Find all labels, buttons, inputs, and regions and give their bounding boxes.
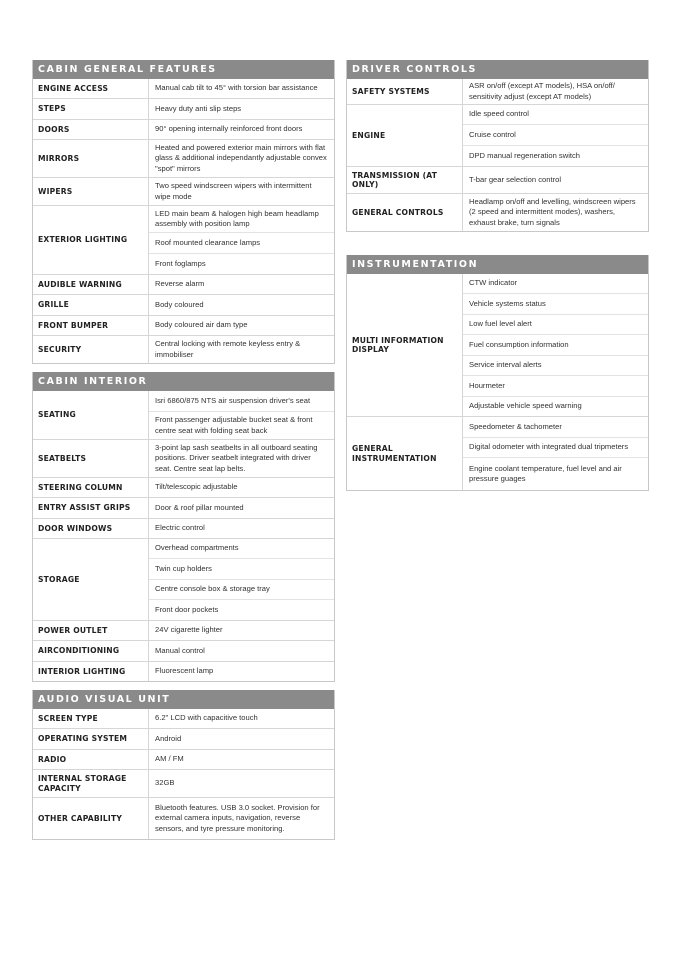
spec-value: Bluetooth features. USB 3.0 socket. Provision for external camera inputs, navigation, reverse sensors, and tyre pressure monitoring. — [155, 803, 320, 833]
spec-label: GRILLE — [33, 295, 149, 315]
spec-value: Electric control — [155, 523, 205, 533]
spec-values — [149, 770, 334, 797]
spec-label: SAFETY SYSTEMS — [347, 79, 463, 104]
spec-values — [149, 391, 334, 439]
spec-row — [33, 205, 334, 274]
spec-label: AIRCONDITIONING — [33, 641, 149, 661]
spec-value: Isri 6860/875 NTS air suspension driver's seat — [155, 395, 311, 405]
spec-value: AM / FM — [155, 754, 184, 764]
spec-row — [33, 98, 334, 119]
spec-value: DPD manual regeneration switch — [463, 145, 648, 166]
spec-value: Front passenger adjustable bucket seat & front centre seat with folding seat back — [149, 411, 334, 439]
spec-row — [33, 518, 334, 538]
spec-label: TRANSMISSION (AT ONLY) — [347, 167, 463, 193]
section-title: DRIVER CONTROLS — [347, 60, 648, 79]
section-title: AUDIO VISUAL UNIT — [33, 690, 334, 709]
section-cabin-interior — [32, 372, 335, 682]
spec-value: Body coloured — [155, 299, 204, 309]
spec-value: Heated and powered exterior main mirrors with flat glass & additional independantly adjustable convex "spot" mirrors — [155, 143, 327, 173]
spec-row — [33, 620, 334, 640]
spec-value: Idle speed control — [469, 109, 529, 119]
spec-value: CTW indicator — [469, 278, 518, 288]
spec-row — [33, 315, 334, 335]
spec-label: SEATBELTS — [33, 440, 149, 477]
spec-value: Door & roof pillar mounted — [155, 502, 244, 512]
spec-values — [463, 194, 648, 231]
spec-row — [33, 497, 334, 518]
spec-value: Hourmeter — [463, 375, 648, 396]
spec-value: Speedometer & tachometer — [469, 421, 562, 431]
spec-label: ENTRY ASSIST GRIPS — [33, 498, 149, 518]
section-audio-visual — [32, 690, 335, 840]
spec-label: RADIO — [33, 750, 149, 769]
spec-value: Front door pockets — [149, 599, 334, 620]
spec-value: Engine coolant temperature, fuel level and air pressure guages — [463, 457, 648, 490]
spec-label: FRONT BUMPER — [33, 316, 149, 335]
spec-label: GENERAL CONTROLS — [347, 194, 463, 231]
spec-values — [149, 539, 334, 620]
spec-value: 32GB — [155, 778, 175, 788]
spec-value: T-bar gear selection control — [469, 174, 562, 184]
section-title: INSTRUMENTATION — [347, 255, 648, 274]
spec-label: OPERATING SYSTEM — [33, 729, 149, 749]
spec-value: Tilt/telescopic adjustable — [155, 482, 238, 492]
spec-row — [33, 391, 334, 439]
spec-values — [149, 519, 334, 538]
spec-values — [149, 709, 334, 728]
spec-value: Manual control — [155, 645, 205, 655]
spec-values — [149, 120, 334, 139]
spec-label: INTERNAL STORAGE CAPACITY — [33, 770, 149, 797]
spec-row — [33, 728, 334, 749]
spec-values — [149, 498, 334, 518]
spec-label: MIRRORS — [33, 140, 149, 177]
spec-label: STORAGE — [33, 539, 149, 620]
spec-label: STEPS — [33, 99, 149, 119]
spec-value: Manual cab tilt to 45° with torsion bar assistance — [155, 83, 318, 93]
section-title: CABIN INTERIOR — [33, 372, 334, 391]
spec-value: Body coloured air dam type — [155, 320, 248, 330]
spec-value: Fluorescent lamp — [155, 666, 214, 676]
spec-value: Cruise control — [463, 124, 648, 145]
spec-row — [33, 274, 334, 294]
spec-value: Fuel consumption information — [463, 334, 648, 355]
spec-row — [33, 439, 334, 477]
spec-values — [149, 79, 334, 98]
spec-label: OTHER CAPABILITY — [33, 798, 149, 839]
spec-value: Low fuel level alert — [463, 314, 648, 334]
spec-values — [149, 206, 334, 274]
spec-values — [149, 662, 334, 681]
spec-row — [33, 661, 334, 681]
spec-values — [149, 99, 334, 119]
spec-row — [33, 119, 334, 139]
spec-row — [33, 477, 334, 497]
spec-value: Android — [155, 733, 182, 743]
spec-label: SCREEN TYPE — [33, 709, 149, 728]
spec-values — [149, 178, 334, 205]
spec-label: EXTERIOR LIGHTING — [33, 206, 149, 274]
spec-value: 6.2" LCD with capacitive touch — [155, 713, 258, 723]
spec-value: Vehicle systems status — [463, 293, 648, 314]
spec-value: LED main beam & halogen high beam headlamp assembly with position lamp — [155, 208, 319, 228]
spec-values — [463, 167, 648, 193]
spec-row — [347, 416, 648, 490]
spec-value: 24V cigarette lighter — [155, 625, 223, 635]
spec-row — [33, 139, 334, 177]
spec-label: MULTI INFORMATION DISPLAY — [347, 274, 463, 416]
spec-value: Headlamp on/off and levelling, windscreen wipers (2 speed and intermittent modes), washers, exhaust brake, turn signals — [469, 197, 636, 227]
spec-label: WIPERS — [33, 178, 149, 205]
spec-row — [33, 79, 334, 98]
section-driver-controls — [346, 60, 649, 232]
spec-value: Reverse alarm — [155, 279, 205, 289]
spec-values — [149, 641, 334, 661]
spec-values — [149, 275, 334, 294]
section-title: CABIN GENERAL FEATURES — [33, 60, 334, 79]
spec-value: 3-point lap sash seatbelts in all outboard seating positions. Driver seatbelt integrated with driver seat. Centre seat lap belts. — [155, 443, 318, 473]
spec-value: Front foglamps — [149, 253, 334, 274]
spec-values — [149, 440, 334, 477]
spec-row — [33, 538, 334, 620]
spec-label: ENGINE ACCESS — [33, 79, 149, 98]
spec-value: Roof mounted clearance lamps — [149, 232, 334, 253]
spec-row — [33, 709, 334, 728]
spec-row — [347, 104, 648, 166]
spec-value: Heavy duty anti slip steps — [155, 103, 242, 113]
spec-label: GENERAL INSTRUMENTATION — [347, 417, 463, 490]
spec-values — [149, 295, 334, 315]
spec-row — [347, 274, 648, 416]
spec-label: ENGINE — [347, 105, 463, 166]
spec-row — [33, 769, 334, 797]
spec-row — [33, 749, 334, 769]
spec-label: POWER OUTLET — [33, 621, 149, 640]
spec-values — [463, 417, 648, 490]
spec-row — [33, 177, 334, 205]
section-instrumentation — [346, 255, 649, 491]
section-cabin-general — [32, 60, 335, 364]
spec-values — [463, 274, 648, 416]
spec-label: SECURITY — [33, 336, 149, 363]
spec-value: Two speed windscreen wipers with intermittent wipe mode — [155, 181, 312, 201]
spec-value: ASR on/off (except AT models), HSA on/off/ sensitivity adjust (except AT models) — [469, 81, 615, 101]
spec-row — [347, 193, 648, 231]
spec-value: Overhead compartments — [155, 543, 239, 553]
spec-label: SEATING — [33, 391, 149, 439]
spec-values — [149, 336, 334, 363]
spec-row — [33, 797, 334, 839]
spec-value: Service interval alerts — [463, 355, 648, 375]
spec-row — [33, 335, 334, 363]
spec-label: STEERING COLUMN — [33, 478, 149, 497]
spec-row — [33, 294, 334, 315]
spec-values — [149, 750, 334, 769]
spec-values — [463, 105, 648, 166]
spec-value: Central locking with remote keyless entry & immobiliser — [155, 339, 301, 359]
spec-values — [463, 79, 648, 104]
spec-value: Adjustable vehicle speed warning — [463, 396, 648, 416]
spec-values — [149, 140, 334, 177]
spec-row — [347, 79, 648, 104]
spec-label: INTERIOR LIGHTING — [33, 662, 149, 681]
spec-label: DOOR WINDOWS — [33, 519, 149, 538]
spec-values — [149, 729, 334, 749]
spec-values — [149, 621, 334, 640]
spec-label: AUDIBLE WARNING — [33, 275, 149, 294]
spec-value: Twin cup holders — [149, 558, 334, 579]
spec-row — [33, 640, 334, 661]
spec-values — [149, 478, 334, 497]
spec-label: DOORS — [33, 120, 149, 139]
spec-values — [149, 316, 334, 335]
spec-value: Digital odometer with integrated dual tripmeters — [463, 437, 648, 457]
spec-value: Centre console box & storage tray — [149, 579, 334, 599]
spec-value: 90° opening internally reinforced front doors — [155, 124, 303, 134]
spec-row — [347, 166, 648, 193]
spec-values — [149, 798, 334, 839]
